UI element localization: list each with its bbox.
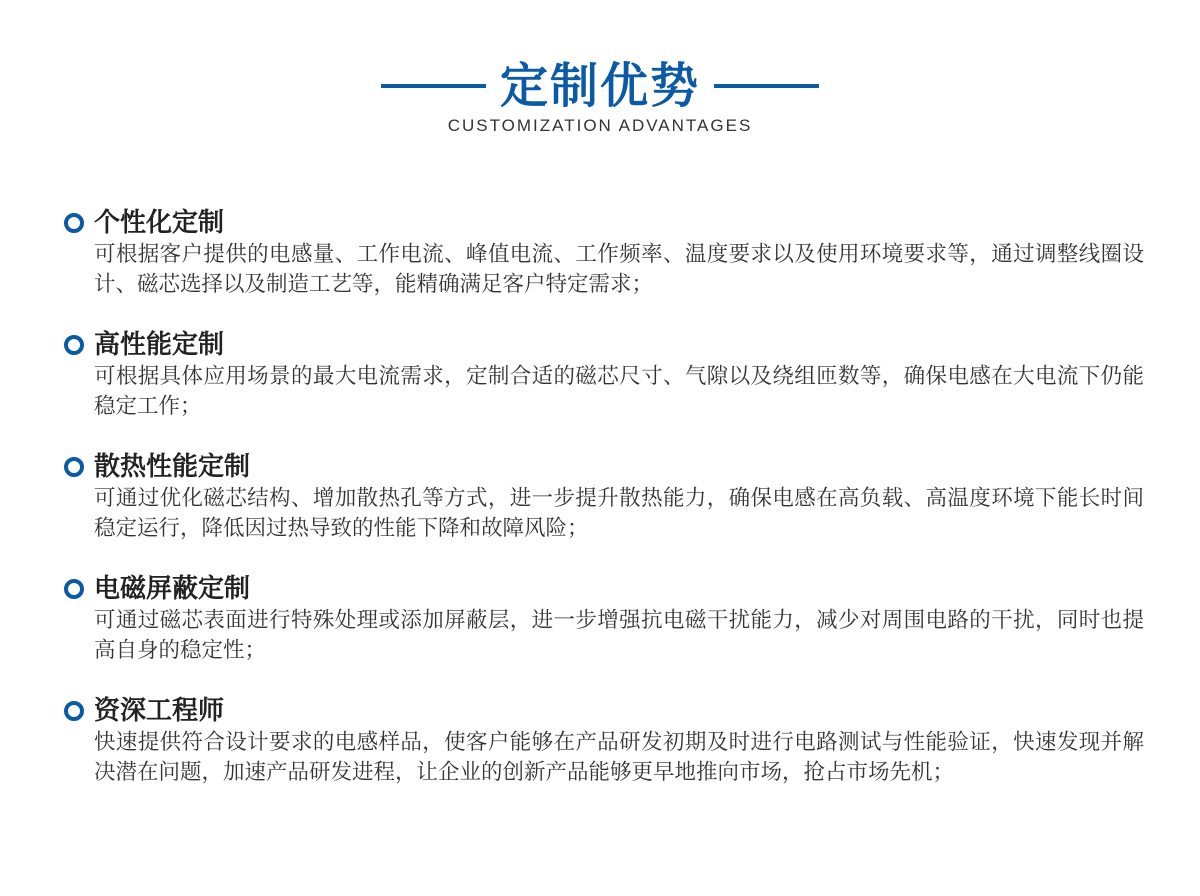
advantage-title: 散热性能定制 <box>94 452 251 482</box>
advantages-list <box>64 206 1144 816</box>
advantage-heading <box>64 572 1144 606</box>
circle-bullet-icon <box>64 579 84 599</box>
circle-bullet-icon <box>64 457 84 477</box>
page-subtitle: CUSTOMIZATION ADVANTAGES <box>447 116 753 135</box>
advantage-heading <box>64 450 1144 484</box>
circle-bullet-icon <box>64 701 84 721</box>
title-right-line <box>714 84 819 88</box>
advantage-item-senior-engineers <box>64 694 1144 788</box>
advantage-description: 快速提供符合设计要求的电感样品，使客户能够在产品研发初期及时进行电路测试与性能验证，快速发现并解决潜在问题，加速产品研发进程，让企业的创新产品能够更早地推向市场，抢占市场先机； <box>94 730 1144 785</box>
advantage-item-thermal <box>64 450 1144 544</box>
advantage-description: 可根据具体应用场景的最大电流需求，定制合适的磁芯尺寸、气隙以及绕组匝数等，确保电感在大电流下仍能稳定工作； <box>94 364 1144 419</box>
advantage-title: 资深工程师 <box>94 696 225 726</box>
advantage-description: 可通过优化磁芯结构、增加散热孔等方式，进一步提升散热能力，确保电感在高负载、高温度环境下能长时间稳定运行，降低因过热导致的性能下降和故障风险； <box>94 486 1144 541</box>
advantage-item-emi-shielding <box>64 572 1144 666</box>
advantage-title: 电磁屏蔽定制 <box>94 574 251 604</box>
advantage-heading <box>64 694 1144 728</box>
page-header <box>0 56 1200 136</box>
circle-bullet-icon <box>64 213 84 233</box>
advantage-description: 可通过磁芯表面进行特殊处理或添加屏蔽层，进一步增强抗电磁干扰能力，减少对周围电路的干扰，同时也提高自身的稳定性； <box>94 608 1144 663</box>
title-row <box>0 56 1200 116</box>
advantage-title: 高性能定制 <box>94 330 225 360</box>
advantage-heading <box>64 328 1144 362</box>
title-left-line <box>381 84 486 88</box>
advantage-title: 个性化定制 <box>94 208 225 238</box>
advantage-heading <box>64 206 1144 240</box>
advantage-item-high-performance <box>64 328 1144 422</box>
advantage-item-personalized <box>64 206 1144 300</box>
page-title: 定制优势 <box>499 58 700 114</box>
circle-bullet-icon <box>64 335 84 355</box>
advantage-description: 可根据客户提供的电感量、工作电流、峰值电流、工作频率、温度要求以及使用环境要求等，通过调整线圈设计、磁芯选择以及制造工艺等，能精确满足客户特定需求； <box>94 242 1144 297</box>
